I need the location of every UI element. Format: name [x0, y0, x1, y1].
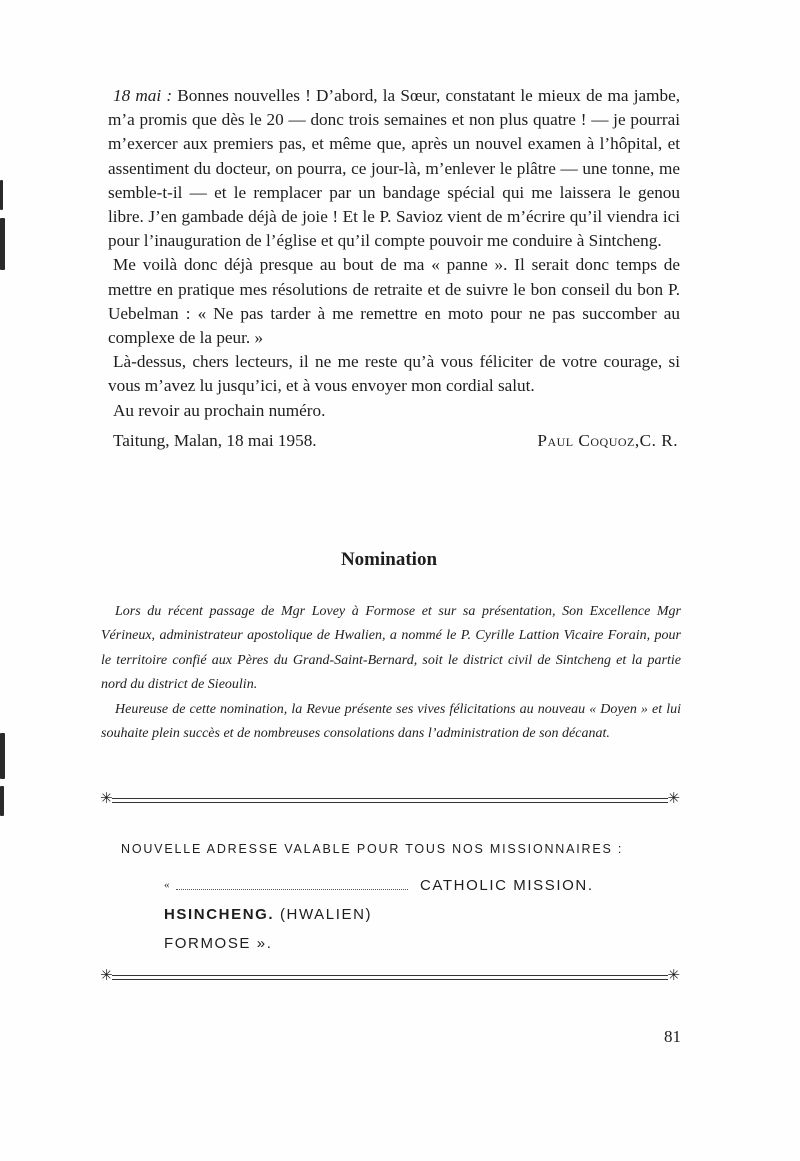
address-open-quote: «: [164, 879, 170, 891]
double-line: [112, 975, 668, 980]
nomination-paragraph: Lors du récent passage de Mgr Lovey à Formose et sur sa présentation, Son Excellence Mgr Vérineux, administrateur apostolique de Hwalien, a nommé le P. Cyrille Lattion Vicaire Forain, pour le territoire confié aux Pères du Grand-Saint-Bernard, soit le district civil de Sintcheng et la partie nord du district de Sieoulin.: [101, 604, 681, 693]
nomination-paragraph: Heureuse de cette nomination, la Revue présente ses vives félicitations au nouveau « Doyen » et lui souhaite plein succès et de nombreuses consolations dans l’administration de son décanat.: [101, 701, 681, 742]
nomination-notice: [101, 600, 681, 746]
address-line-2: [164, 906, 372, 923]
letter-body: [108, 84, 680, 453]
place-date: Taitung, Malan, 18 mai 1958.: [113, 430, 317, 450]
author-signature: Paul Coquoz,C. R.: [537, 430, 678, 450]
asterisk-icon: ✳: [667, 789, 680, 807]
farewell-line: Au revoir au prochain numéro.: [113, 400, 326, 420]
scan-edge-mark: [0, 180, 3, 210]
asterisk-icon: ✳: [100, 966, 113, 984]
section-title: Nomination: [340, 549, 438, 570]
dotted-leader: [176, 889, 408, 890]
asterisk-icon: ✳: [100, 789, 113, 807]
decorative-rule-bottom: [100, 966, 680, 986]
entry-date: 18 mai :: [113, 86, 173, 105]
address-region: (HWALIEN): [274, 906, 373, 923]
scan-edge-mark: [0, 218, 5, 270]
letter-paragraph: Là-dessus, chers lecteurs, il ne me reste qu’à vous féliciter de votre courage, si vous m’avez lu jusqu’ici, et à vous envoyer mon cordial salut.: [108, 352, 680, 396]
scan-edge-mark: [0, 786, 4, 816]
scan-edge-mark: [0, 733, 5, 779]
address-line-3: FORMOSE ».: [164, 935, 273, 952]
double-line: [112, 798, 668, 803]
address-line-1: CATHOLIC MISSION.: [420, 877, 594, 894]
letter-paragraph: Me voilà donc déjà presque au bout de ma « panne ». Il serait donc temps de mettre en pratique mes résolutions de retraite et de suivre le bon conseil du bon P. Uebelman : « Ne pas tarder à me remettre en moto pour ne pas succomber au complexe de la peur. »: [108, 255, 680, 348]
entry-text: Bonnes nouvelles ! D’abord, la Sœur, constatant le mieux de ma jambe, m’a promis que dès le 20 — donc trois semaines et non plus quatre ! — je pourrai m’exercer aux premiers pas, et même que, après un nouvel examen à l’hôpital, et assentiment du docteur, on pourra, ce jour-là, m’enlever le plâtre — une tonne, me semble-t-il — et le remplacer par un bandage spécial qui me laissera le genou libre. J’en gambade déjà de joie ! Et le P. Savioz vient de m’écrire qu’il viendra ici pour l’inauguration de l’église et qu’il compte pouvoir me conduire à Sintcheng.: [108, 86, 680, 251]
address-heading: NOUVELLE ADRESSE VALABLE POUR TOUS NOS MISSIONNAIRES :: [121, 842, 624, 856]
address-city: HSINCHENG.: [164, 906, 275, 923]
decorative-rule-top: [100, 789, 680, 809]
signoff: [108, 429, 680, 453]
letter-paragraph: [108, 84, 680, 253]
asterisk-icon: ✳: [667, 966, 680, 984]
page-number: 81: [664, 1027, 681, 1046]
